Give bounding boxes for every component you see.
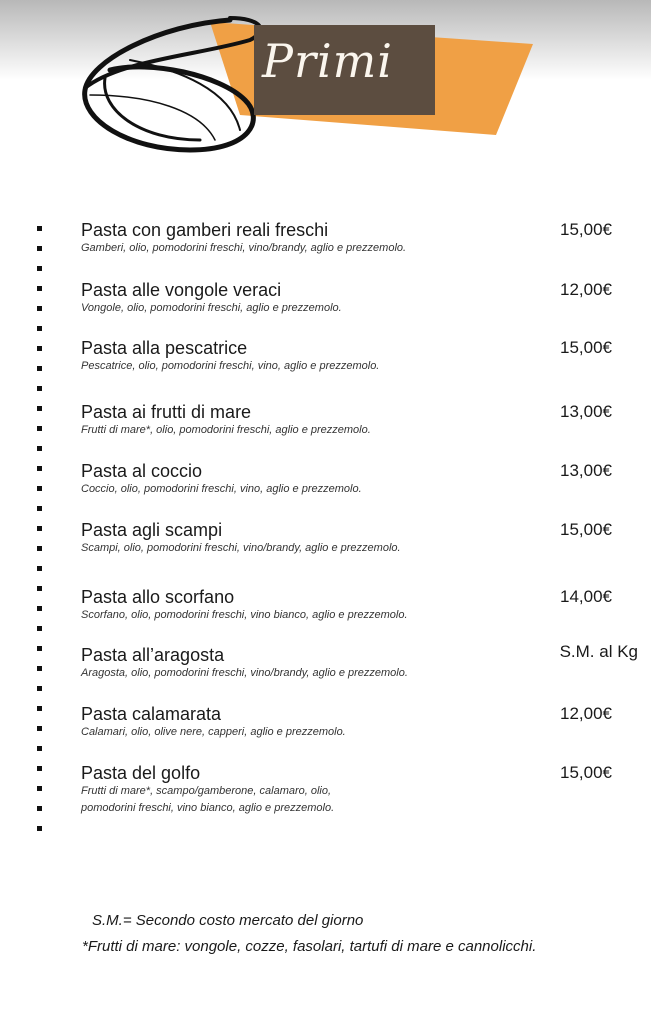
item-description: Coccio, olio, pomodorini freschi, vino, aglio e prezzemolo. — [81, 483, 362, 495]
bullet-icon — [37, 546, 42, 551]
bullet-icon — [37, 406, 42, 411]
item-price: 15,00€ — [560, 520, 612, 539]
item-name: Pasta all’aragosta — [81, 645, 225, 665]
menu-item — [81, 704, 641, 741]
item-price: 12,00€ — [560, 704, 612, 723]
bullet-icon — [37, 706, 42, 711]
menu-item — [81, 402, 641, 439]
item-name: Pasta al coccio — [81, 461, 203, 481]
item-price: 15,00€ — [560, 763, 612, 782]
bullet-icon — [37, 806, 42, 811]
bullet-icon — [37, 626, 42, 631]
item-description: Scampi, olio, pomodorini freschi, vino/brandy, aglio e prezzemolo. — [81, 542, 401, 554]
bullet-icon — [37, 786, 42, 791]
bullet-icon — [37, 746, 42, 751]
item-price: 15,00€ — [560, 220, 612, 239]
item-description: Frutti di mare*, olio, pomodorini freschi, aglio e prezzemolo. — [81, 424, 371, 436]
item-price: 13,00€ — [560, 402, 612, 421]
item-name: Pasta alla pescatrice — [81, 338, 248, 358]
item-description: Scorfano, olio, pomodorini freschi, vino bianco, aglio e prezzemolo. — [81, 609, 408, 621]
bullet-icon — [37, 446, 42, 451]
bullet-icon — [37, 506, 42, 511]
bullet-icon — [37, 266, 42, 271]
item-description: pomodorini freschi, vino bianco, aglio e prezzemolo. — [81, 802, 335, 814]
item-name: Pasta agli scampi — [81, 520, 223, 540]
bullet-icon — [37, 226, 42, 231]
item-description: Calamari, olio, olive nere, capperi, aglio e prezzemolo. — [81, 726, 346, 738]
menu-item — [81, 763, 641, 817]
bullet-icon — [37, 426, 42, 431]
menu-item — [81, 280, 641, 317]
menu-item — [81, 461, 641, 498]
bullet-icon — [37, 526, 42, 531]
item-name: Pasta calamarata — [81, 704, 222, 724]
item-price: 15,00€ — [560, 338, 612, 357]
bullet-icon — [37, 726, 42, 731]
menu-item — [81, 220, 641, 257]
item-price: 12,00€ — [560, 280, 612, 299]
item-description: Aragosta, olio, pomodorini freschi, vino/brandy, aglio e prezzemolo. — [81, 667, 408, 679]
bullet-icon — [37, 606, 42, 611]
item-description: Gamberi, olio, pomodorini freschi, vino/brandy, aglio e prezzemolo. — [81, 242, 407, 254]
bullet-icon — [37, 306, 42, 311]
item-description: Frutti di mare*, scampo/gamberone, calamaro, olio, — [81, 785, 332, 797]
item-name: Pasta ai frutti di mare — [81, 402, 252, 422]
bullet-icon — [37, 386, 42, 391]
bullet-icon — [37, 766, 42, 771]
bullet-icon — [37, 826, 42, 831]
item-description: Pescatrice, olio, pomodorini freschi, vino, aglio e prezzemolo. — [81, 360, 380, 372]
item-price: 14,00€ — [560, 587, 612, 606]
frutti-note: *Frutti di mare: vongole, cozze, fasolari, tartufi di mare e cannolicchi. — [82, 938, 537, 955]
bullet-icon — [37, 286, 42, 291]
menu-item — [81, 587, 641, 624]
item-name: Pasta con gamberi reali freschi — [81, 220, 329, 240]
bullet-icon — [37, 686, 42, 691]
item-name: Pasta alle vongole veraci — [81, 280, 282, 300]
section-title: Primi — [262, 34, 393, 88]
item-name: Pasta del golfo — [81, 763, 201, 783]
section-header — [0, 0, 651, 160]
bullet-icon — [37, 566, 42, 571]
bullet-icon — [37, 326, 42, 331]
bullet-icon — [37, 466, 42, 471]
bullet-icon — [37, 486, 42, 491]
bullet-icon — [37, 666, 42, 671]
bullet-icon — [37, 246, 42, 251]
menu-item — [81, 338, 641, 375]
item-price: S.M. al Kg — [559, 642, 638, 661]
bullet-icon — [37, 646, 42, 651]
bullet-icon — [37, 346, 42, 351]
item-name: Pasta allo scorfano — [81, 587, 235, 607]
menu-item — [81, 642, 641, 682]
bullet-icon — [37, 586, 42, 591]
sm-note: S.M.= Secondo costo mercato del giorno — [92, 912, 364, 929]
bullet-icon — [37, 366, 42, 371]
menu-item — [81, 520, 641, 557]
item-price: 13,00€ — [560, 461, 612, 480]
item-description: Vongole, olio, pomodorini freschi, aglio e prezzemolo. — [81, 302, 342, 314]
